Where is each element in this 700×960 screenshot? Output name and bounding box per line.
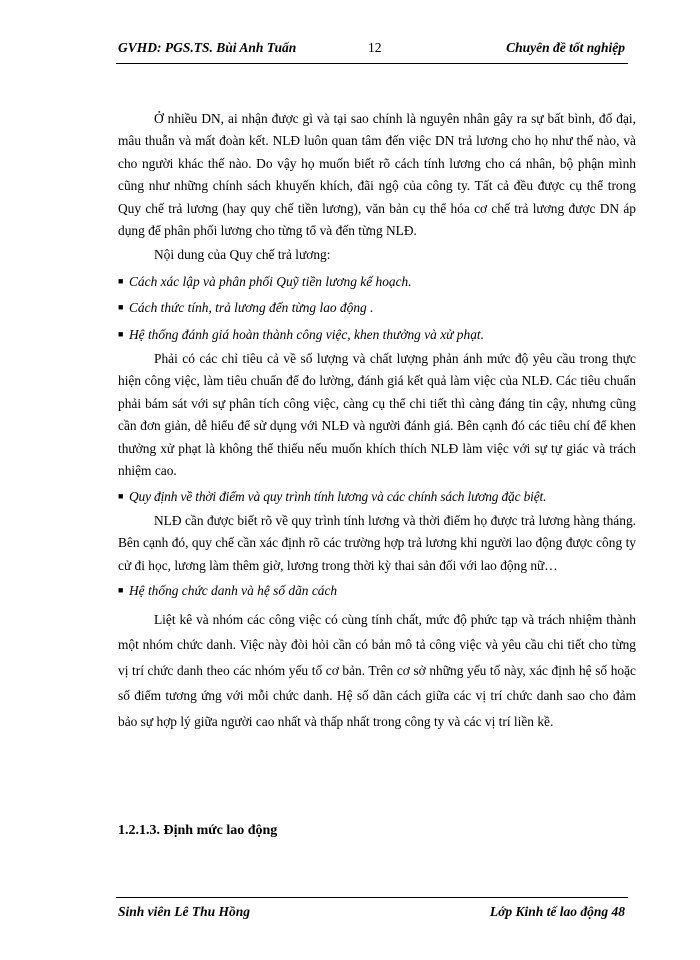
paragraph-job-titles: Liệt kê và nhóm các công việc có cùng tính chất, mức độ phức tạp và trách nhiệm thành một nhóm chức danh. Việc này đòi hỏi cần có bản mô tả công việc và yêu cầu chi tiết cho từng vị trí chức danh theo các nhóm yếu tố cơ bản. Trên cơ sở những yếu tố này, xác định hệ số hoặc số điểm tương ứng với mỗi chức danh. Hệ số dãn cách giữa các vị trí chức danh sao cho đảm bảo sự hợp lý giữa người cao nhất và thấp nhất trong công ty và các vị trí liền kề. <box>118 611 636 729</box>
bullet-text: Hệ thống chức danh và hệ số dãn cách <box>129 583 338 599</box>
footer-divider <box>116 897 628 898</box>
section-heading: 1.2.1.3. Định mức lao động <box>118 823 278 838</box>
bullet-text: Cách xác lập và phân phối Quỹ tiền lương kế hoạch. <box>129 273 412 289</box>
bullet-square-icon: ■ <box>118 328 124 339</box>
header-page-number: 12 <box>368 40 382 55</box>
header-document-type: Chuyên đề tốt nghiệp <box>506 40 625 55</box>
bullet-square-icon: ■ <box>118 302 124 313</box>
bullet-text: Hệ thống đánh giá hoàn thành công việc, khen thưởng và xử phạt. <box>129 326 484 342</box>
footer-student: Sinh viên Lê Thu Hồng <box>118 904 251 919</box>
bullet-square-icon: ■ <box>118 585 124 596</box>
bullet-item <box>118 485 636 508</box>
footer-class: Lớp Kinh tế lao động 48 <box>489 904 625 919</box>
paragraph-salary-process: NLĐ cần được biết rõ về quy trình tính lương và thời điểm họ được trả lương hàng tháng. Bên cạnh đó, quy chế cần xác định rõ các trường hợp trả lương khi người lao động được công ty cử đi học, lương làm thêm giờ, lương trong thời kỳ thai sản đối với lao động nữ… <box>118 512 636 573</box>
bullet-square-icon: ■ <box>118 275 124 286</box>
bullet-item <box>118 296 636 319</box>
bullet-text: Cách thức tính, trả lương đến từng lao động . <box>129 300 374 316</box>
bullet-square-icon: ■ <box>118 490 124 501</box>
header-divider <box>116 63 628 64</box>
paragraph-criteria: Phải có các chỉ tiêu cả về số lượng và chất lượng phản ánh mức độ yêu cầu trong thực hiện công việc, làm tiêu chuẩn để đo lường, đánh giá kết quả làm việc của NLĐ. Các tiêu chuẩn phải bám sát với sự phân tích công việc, càng cụ thể chi tiết thì càng đáng tin cậy, nhưng cũng cần đơn giản, dễ hiểu để sử dụng với NLĐ và người đánh giá. Bên cạnh đó các tiêu chí để khen thưởng xử phạt là không thể thiếu nếu muốn khích thích NLĐ làm việc với sự tự giác và trách nhiệm cao. <box>118 351 636 479</box>
paragraph-intro: Ở nhiều DN, ai nhận được gì và tại sao chính là nguyên nhân gây ra sự bất bình, đố đại, mâu thuẫn và mất đoàn kết. NLĐ luôn quan tâm đến việc DN trả lương cho họ như thế nào, và cho người khác thế nào. Do vậy họ muốn biết rõ cách tính lương cho cá nhân, bộ phận mình cũng như những chính sách khuyến khích, đãi ngộ của công ty. Tất cả đều được cụ thể trong Quy chế trả lương (hay quy chế tiền lương), văn bản cụ thể hóa cơ chế trả lương được DN áp dụng để phân phối lương cho từng tổ và đến từng NLĐ. <box>118 111 636 239</box>
paragraph-content-lead: Nội dung của Quy chế trả lương: <box>154 247 331 263</box>
document-body <box>118 108 636 734</box>
page-header <box>118 40 625 62</box>
bullet-item <box>118 270 636 293</box>
bullet-item <box>118 579 636 602</box>
header-supervisor: GVHD: PGS.TS. Bùi Anh Tuấn <box>118 40 297 55</box>
page-footer <box>118 904 625 926</box>
bullet-item <box>118 323 636 346</box>
bullet-text: Quy định về thời điểm và quy trình tính lương và các chính sách lương đặc biệt. <box>129 488 547 504</box>
